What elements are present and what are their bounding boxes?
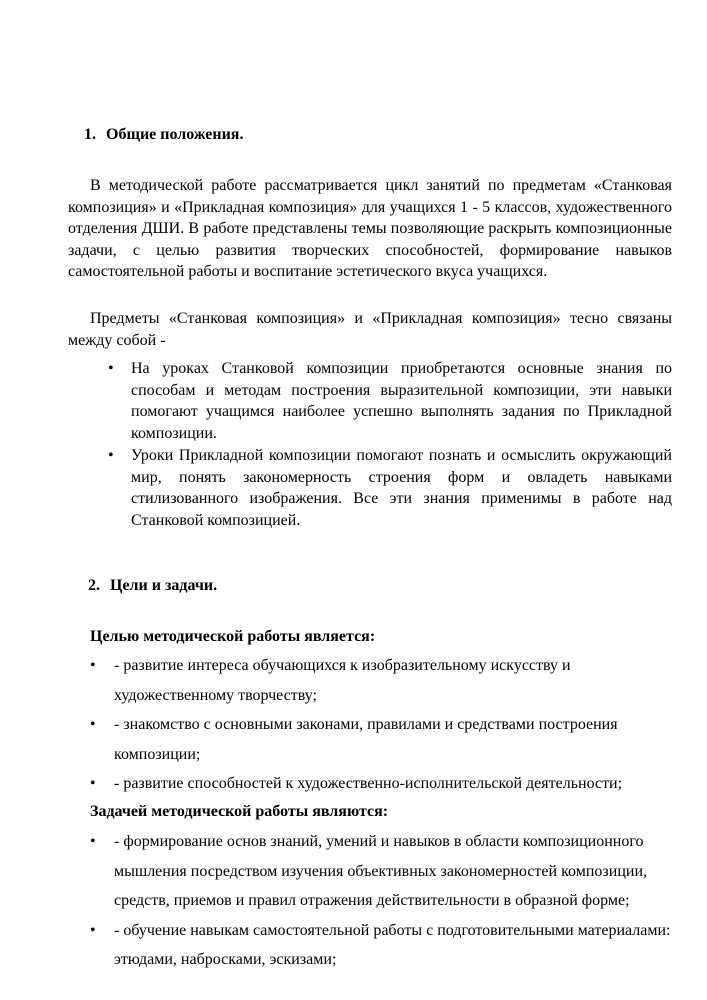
section-1-title: Общие положения. xyxy=(106,126,244,143)
list-item-text: - развитие способностей к художественно-исполнительской деятельности; xyxy=(114,775,623,792)
list-item-text: - знакомство с основными законами, правилами и средствами построения композиции; xyxy=(114,716,618,763)
goals-heading: Целью методической работы является: xyxy=(90,628,376,645)
list-item-text: Уроки Прикладной композиции помогают познать и осмыслить окружающий мир, понять закономерность строения форм и овладеть навыками стилизованного изображения. Все эти знания применимы в работе над Станковой композицией. xyxy=(131,447,672,529)
bullet-icon: • xyxy=(108,447,114,464)
subjects-bullet-list xyxy=(108,358,672,532)
bullet-icon: • xyxy=(90,775,96,792)
list-item xyxy=(108,358,672,444)
section-2-heading xyxy=(88,575,217,596)
list-item xyxy=(90,916,680,975)
bullet-icon: • xyxy=(90,657,96,674)
bullet-icon: • xyxy=(90,921,96,939)
subjects-paragraph: Предметы «Станковая композиция» и «Прикладная композиция» тесно связаны между собой - xyxy=(68,310,672,349)
list-item-text: На уроках Станковой композиции приобретаются основные знания по способам и методам построения выразительной композиции, эти навыки помогают учащимся наиболее успешно выполнять задания по Прикладной композиции. xyxy=(131,360,672,442)
list-item-text: - обучение навыкам самостоятельной работы с подготовительными материалами: этюдами, набросками, эскизами; xyxy=(114,921,671,968)
tasks-heading: Задачей методической работы являются: xyxy=(90,803,389,820)
section-1-number: 1. xyxy=(84,126,96,143)
section-2-number: 2. xyxy=(88,577,100,594)
intro-paragraph: В методической работе рассматривается цикл занятий по предметам «Станковая композиция» и «Прикладная композиция» для учащихся 1 - 5 классов, художественного отделения ДШИ. В работе представлены темы позволяющие раскрыть композиционные задачи, с целью развития творческих способностей, формирование навыков самостоятельной работы и воспитание эстетического вкуса учащихся. xyxy=(68,177,672,280)
bullet-icon: • xyxy=(108,360,114,377)
tasks-list xyxy=(90,827,680,975)
bullet-icon: • xyxy=(90,833,96,850)
list-item xyxy=(90,710,680,769)
list-item xyxy=(108,445,672,531)
list-item xyxy=(90,651,680,710)
section-1-heading xyxy=(84,124,243,145)
section-2-title: Цели и задачи. xyxy=(110,577,218,594)
list-item-text: - развитие интереса обучающихся к изобразительному искусству и художественному творчеству; xyxy=(114,657,571,704)
goals-list xyxy=(90,651,680,799)
bullet-icon: • xyxy=(90,716,96,733)
list-item-text: - формирование основ знаний, умений и навыков в области композиционного мышления посредством изучения объективных закономерностей композиции, средств, приемов и правил отражения действительности в образной форме; xyxy=(114,833,647,909)
list-item xyxy=(90,827,680,916)
list-item xyxy=(90,769,680,799)
